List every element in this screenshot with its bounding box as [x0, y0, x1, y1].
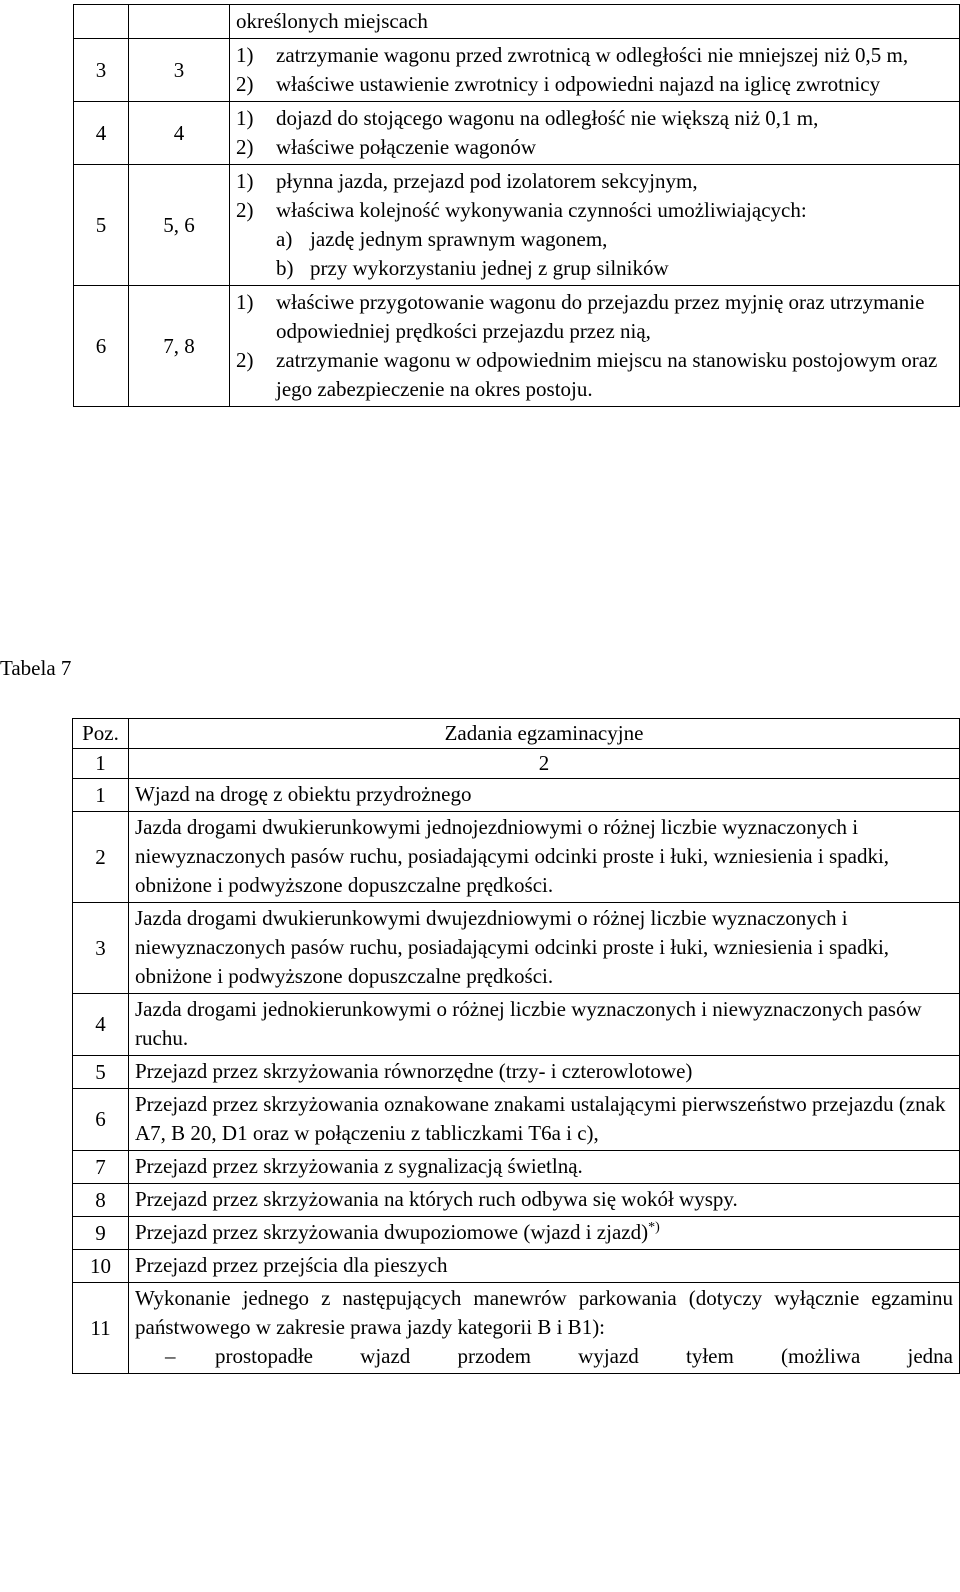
- item-text: właściwe ustawienie zwrotnicy i odpowiedni najazd na iglicę zwrotnicy: [276, 72, 881, 96]
- table-row: [73, 779, 960, 812]
- table-row: [73, 1217, 960, 1250]
- table-exam-tasks: [72, 718, 960, 1374]
- row-text: [129, 1283, 960, 1374]
- list-item: [236, 104, 953, 133]
- row-number: 4: [73, 994, 129, 1056]
- cell-number: 4: [129, 102, 230, 165]
- cell-number: 3: [74, 39, 129, 102]
- table-row: [73, 903, 960, 994]
- cell-number: 6: [74, 286, 129, 407]
- item-text: dojazd do stojącego wagonu na odległość nie większą niż 0,1 m,: [276, 106, 819, 130]
- row-number: 8: [73, 1184, 129, 1217]
- item-number: 1): [236, 43, 254, 67]
- cell-number: 7, 8: [129, 286, 230, 407]
- row-text-main: Wykonanie jednego z następujących manewrów parkowania (dotyczy wyłącznie egzaminu państwowego w zakresie prawa jazdy kategorii B i B1):: [135, 1286, 953, 1339]
- row-number: 5: [73, 1056, 129, 1089]
- row-text: [129, 1217, 960, 1250]
- cell-empty: [74, 5, 129, 39]
- table-row: [73, 1089, 960, 1151]
- item-text: właściwe przygotowanie wagonu do przejazdu przez myjnię oraz utrzymanie odpowiedniej prędkości przejazdu przez nią,: [276, 290, 925, 343]
- list-item: [236, 288, 953, 346]
- row-text: Jazda drogami dwukierunkowymi dwujezdniowymi o różnej liczbie wyznaczonych i niewyznaczonych pasów ruchu, posiadającymi odcinki proste i łuki, wzniesienia i spadki, obniżone i podwyższone dopuszczalne prędkości.: [129, 903, 960, 994]
- sub-item-letter: b): [276, 256, 294, 280]
- item-text: zatrzymanie wagonu przed zwrotnicą w odległości nie mniejszej niż 0,5 m,: [276, 43, 909, 67]
- row-text: Jazda drogami jednokierunkowymi o różnej liczbie wyznaczonych i niewyznaczonych pasów ruchu.: [129, 994, 960, 1056]
- list-item: [236, 346, 953, 404]
- cell-text: [230, 102, 960, 165]
- item-text: zatrzymanie wagonu w odpowiednim miejscu na stanowisku postojowym oraz jego zabezpieczenie na okres postoju.: [276, 348, 938, 401]
- sub-item: [236, 254, 953, 283]
- item-number: 2): [236, 72, 254, 96]
- row-text: Przejazd przez skrzyżowania na których ruch odbywa się wokół wyspy.: [129, 1184, 960, 1217]
- table-header-row: [73, 719, 960, 749]
- table-row: [74, 165, 960, 286]
- dash-item: [135, 1342, 953, 1371]
- row-text: Przejazd przez skrzyżowania z sygnalizacją świetlną.: [129, 1151, 960, 1184]
- item-number: 2): [236, 135, 254, 159]
- list-item: [236, 167, 953, 196]
- table-row: [74, 5, 960, 39]
- list-item: [236, 196, 953, 225]
- row-number: 3: [73, 903, 129, 994]
- table-row: [73, 812, 960, 903]
- table-row: [73, 1283, 960, 1374]
- row-text: Przejazd przez skrzyżowania równorzędne (trzy- i czterowlotowe): [129, 1056, 960, 1089]
- table-row: [73, 1151, 960, 1184]
- row-text: Wjazd na drogę z obiektu przydrożnego: [129, 779, 960, 812]
- sub-item-text: przy wykorzystaniu jednej z grup silników: [310, 256, 669, 280]
- sub-item: [236, 225, 953, 254]
- row-text-main: Przejazd przez skrzyżowania dwupoziomowe (wjazd i zjazd): [135, 1220, 649, 1244]
- row-number: 11: [73, 1283, 129, 1374]
- item-number: 2): [236, 198, 254, 222]
- item-text: płynna jazda, przejazd pod izolatorem sekcyjnym,: [276, 169, 698, 193]
- row-text: Przejazd przez skrzyżowania oznakowane znakami ustalającymi pierwszeństwo przejazdu (znak A7, B 20, D1 oraz w połączeniu z tabliczkami T6a i c),: [129, 1089, 960, 1151]
- table-row: [73, 994, 960, 1056]
- row-number: 2: [73, 812, 129, 903]
- item-number: 2): [236, 348, 254, 372]
- footnote-marker: *): [648, 1220, 660, 1235]
- cell-text: [230, 5, 960, 39]
- table-upper: [73, 4, 960, 407]
- row-number: 9: [73, 1217, 129, 1250]
- table-row: [73, 1250, 960, 1283]
- row-number: 1: [73, 779, 129, 812]
- column-number: 2: [129, 749, 960, 779]
- item-number: 1): [236, 169, 254, 193]
- list-item: [236, 133, 953, 162]
- header-position: Poz.: [73, 719, 129, 749]
- column-number: 1: [73, 749, 129, 779]
- item-number: 1): [236, 106, 254, 130]
- row-text: Przejazd przez przejścia dla pieszych: [129, 1250, 960, 1283]
- item-text: właściwe połączenie wagonów: [276, 135, 537, 159]
- item-number: 1): [236, 290, 254, 314]
- cell-empty: [129, 5, 230, 39]
- table-row: [74, 102, 960, 165]
- cell-number: 4: [74, 102, 129, 165]
- dash-item-text: prostopadłe wjazd przodem wyjazd tyłem (możliwa jedna: [215, 1344, 953, 1368]
- table-row: [74, 39, 960, 102]
- header-tasks: Zadania egzaminacyjne: [129, 719, 960, 749]
- continuation-text: określonych miejscach: [236, 9, 428, 33]
- dash-symbol: –: [165, 1344, 176, 1368]
- row-number: 10: [73, 1250, 129, 1283]
- table-caption: Tabela 7: [0, 656, 72, 680]
- cell-text: [230, 165, 960, 286]
- sub-item-letter: a): [276, 227, 293, 251]
- table-row: [74, 286, 960, 407]
- table-row: [73, 1184, 960, 1217]
- row-number: 7: [73, 1151, 129, 1184]
- cell-number: 3: [129, 39, 230, 102]
- cell-text: [230, 286, 960, 407]
- list-item: [236, 70, 953, 99]
- table-row: [73, 1056, 960, 1089]
- row-text: Jazda drogami dwukierunkowymi jednojezdniowymi o różnej liczbie wyznaczonych i niewyznaczonych pasów ruchu, posiadającymi odcinki proste i łuki, wzniesienia i spadki, obniżone i podwyższone dopuszczalne prędkości.: [129, 812, 960, 903]
- item-text: właściwa kolejność wykonywania czynności umożliwiających:: [276, 198, 807, 222]
- row-number: 6: [73, 1089, 129, 1151]
- sub-item-text: jazdę jednym sprawnym wagonem,: [310, 227, 608, 251]
- list-item: [236, 41, 953, 70]
- cell-number: 5: [74, 165, 129, 286]
- table-header-row: [73, 749, 960, 779]
- cell-text: [230, 39, 960, 102]
- cell-number: 5, 6: [129, 165, 230, 286]
